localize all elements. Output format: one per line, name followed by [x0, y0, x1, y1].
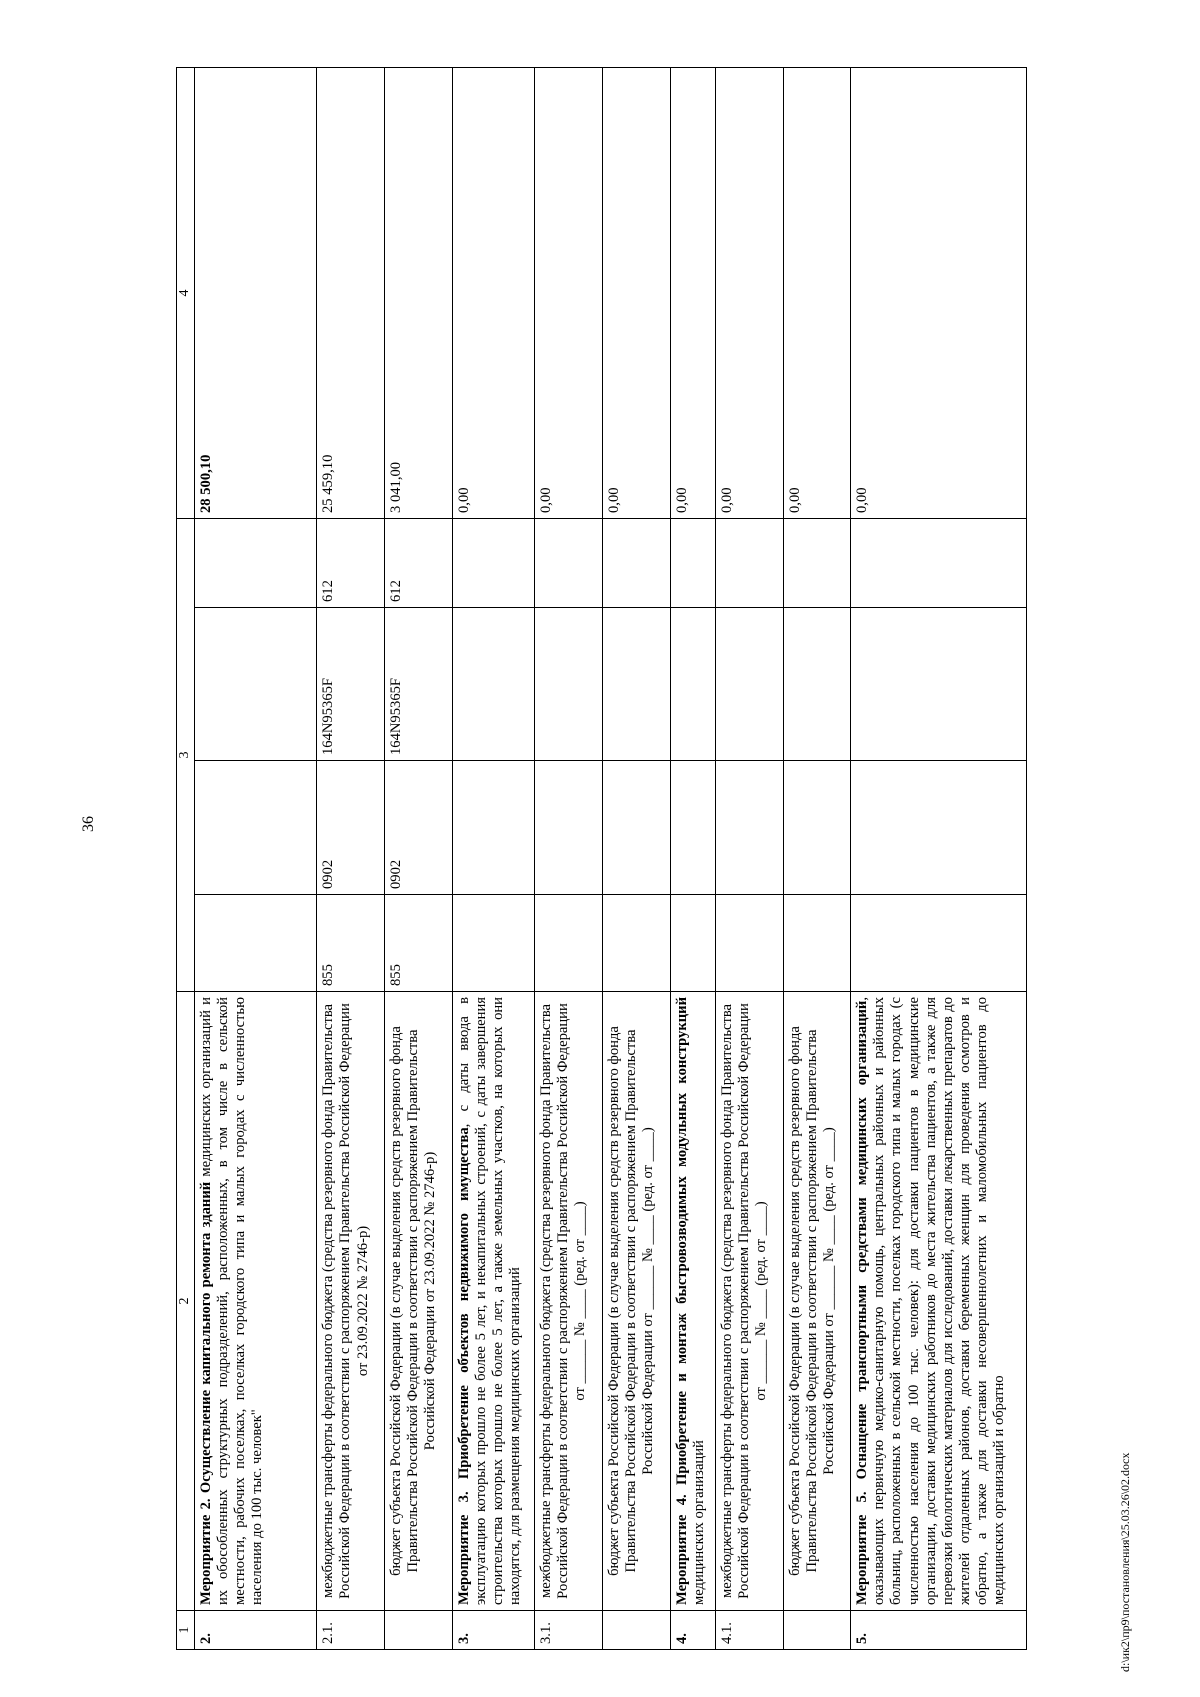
row-number: [385, 1611, 453, 1650]
amount: [715, 68, 783, 519]
row-description: [194, 992, 316, 1611]
code-ministry: [535, 895, 603, 992]
amount-text: 0,00: [786, 487, 803, 513]
row-number-text: 4.1.: [718, 1622, 735, 1644]
description-text: , с даты ввода в эксплуатацию которых прошло не более 5 лет, и некапитальных строений, с даты завершения строительства которых прошло не более 5 лет, а также земельных участков, на которых они находятся, для размещения медицинских организаций: [455, 996, 524, 1605]
code-section: [194, 761, 316, 895]
row-number: [317, 1611, 385, 1650]
code-target: [194, 608, 316, 761]
code-expense-type: [715, 519, 783, 608]
row-number-text: 5.: [854, 1633, 871, 1644]
row-number: [603, 1611, 671, 1650]
amount-text: 0,00: [854, 487, 871, 513]
code-expense-type: [452, 519, 534, 608]
code-target: [317, 608, 385, 761]
row-description: [603, 992, 671, 1611]
code-section-text: 0902: [388, 859, 405, 889]
page-number: 36: [80, 816, 97, 832]
table-row: [851, 68, 1027, 1650]
code-ministry: [452, 895, 534, 992]
row-description: [385, 992, 453, 1611]
amount-text: 0,00: [455, 487, 472, 513]
code-ministry: [851, 895, 1027, 992]
row-description: [783, 992, 851, 1611]
code-expense-type-text: 612: [320, 580, 337, 602]
description-text: бюджет субъекта Российской Федерации (в случае выделения средств резервного фонда Правительства Российской Федерации в соответствии с распоряжением Правительства Российской Федерации от ______ № ____ (ред. от ____): [786, 1026, 837, 1576]
row-number: [670, 1611, 715, 1650]
code-expense-type: [194, 519, 316, 608]
table-row: [385, 68, 453, 1650]
amount: [452, 68, 534, 519]
code-target: [452, 608, 534, 761]
row-description: [670, 992, 715, 1611]
table-row: [535, 68, 603, 1650]
code-expense-type: [851, 519, 1027, 608]
code-ministry: [385, 895, 453, 992]
description-text: медицинских организаций и их обособленных структурных подразделений, расположенных, в том числе в сельской местности, рабочих поселках, поселках городского типа и малых городах с численностью населения до 100 тыс. человек": [197, 997, 266, 1605]
table-header-row: [177, 68, 195, 1650]
description-bold: Мероприятие 3. Приобретение объектов недвижимого имущества: [455, 1127, 472, 1605]
description-bold: Мероприятие 4. Приобретение и монтаж быстровозводимых модульных конструкций: [673, 997, 690, 1605]
description-text: , оказывающих первичную медико-санитарную помощь, центральных районных и районных больниц, расположенных в сельской местности, поселках городского типа и малых городах (с численностью населения до 100 тыс. человек): для доставки пациентов в медицинские организации, доставки медицинских работников до места жительства пациентов, а также для перевозки биологических материалов для исследований, доставки лекарственных препаратов до жителей отдаленных районов, доставки беременных женщин для проведения осмотров и обратно, а также для доставки несовершеннолетних и маломобильных пациентов до медицинских организаций и обратно: [854, 997, 1007, 1605]
code-ministry: [603, 895, 671, 992]
code-expense-type-text: 612: [388, 580, 405, 602]
code-target: [851, 608, 1027, 761]
row-number: [535, 1611, 603, 1650]
row-description: [317, 992, 385, 1611]
amount: [783, 68, 851, 519]
row-description: [535, 992, 603, 1611]
code-section: [670, 761, 715, 895]
description-bold: Мероприятие 5. Оснащение транспортными средствами медицинских организаций: [854, 1000, 871, 1605]
code-expense-type: [670, 519, 715, 608]
row-number-text: 3.: [455, 1633, 472, 1644]
code-section: [535, 761, 603, 895]
amount-text: 0,00: [606, 487, 623, 513]
table-row: [670, 68, 715, 1650]
description-bold: Мероприятие 2. Осуществление капитального ремонта зданий: [197, 1181, 214, 1605]
header-col-1: 1: [177, 1611, 195, 1650]
amount: [535, 68, 603, 519]
code-ministry-text: 855: [388, 964, 405, 986]
amount: [194, 68, 316, 519]
footer-file-path: d:\ик2\пр9\постановления\25.03.26\02.docx: [1118, 1452, 1132, 1672]
code-target: [715, 608, 783, 761]
code-section: [851, 761, 1027, 895]
code-target-text: 164N95365F: [388, 677, 405, 755]
code-section: [603, 761, 671, 895]
table-row: [452, 68, 534, 1650]
code-ministry: [194, 895, 316, 992]
code-expense-type: [535, 519, 603, 608]
row-number-text: 2.1.: [320, 1622, 337, 1644]
code-expense-type: [603, 519, 671, 608]
code-section: [783, 761, 851, 895]
code-ministry: [715, 895, 783, 992]
amount-text: 3 041,00: [388, 461, 405, 513]
amount: [851, 68, 1027, 519]
row-description: [851, 992, 1027, 1611]
row-description: [452, 992, 534, 1611]
row-number: [194, 1611, 316, 1650]
code-target: [783, 608, 851, 761]
description-text: бюджет субъекта Российской Федерации (в случае выделения средств резервного фонда Правительства Российской Федерации в соответствии с распоряжением Правительства Российской Федерации от ______ № ____ (ред. от ____): [606, 1026, 657, 1576]
amount: [603, 68, 671, 519]
table-row: [317, 68, 385, 1650]
row-number: [715, 1611, 783, 1650]
header-col-4: 4: [177, 68, 195, 519]
code-section: [317, 761, 385, 895]
table-row: [194, 68, 316, 1650]
amount-text: 25 459,10: [320, 454, 337, 513]
code-ministry: [783, 895, 851, 992]
header-col-2: 2: [177, 992, 195, 1611]
code-ministry: [670, 895, 715, 992]
code-target: [535, 608, 603, 761]
amount: [670, 68, 715, 519]
code-target: [385, 608, 453, 761]
code-expense-type: [783, 519, 851, 608]
code-section: [385, 761, 453, 895]
budget-table-rotated: [176, 68, 1027, 1650]
description-text: межбюджетные трансферты федерального бюджета (средства резервного фонда Правительства Российской Федерации в соответствии с распоряжением Правительства Российской Федерации от ______ № ____ (ред. от ____): [718, 1003, 769, 1599]
code-target: [603, 608, 671, 761]
table-row: [783, 68, 851, 1650]
description-text: межбюджетные трансферты федерального бюджета (средства резервного фонда Правительства Российской Федерации в соответствии с распоряжением Правительства Российской Федерации от ______ № ____ (ред. от ____): [538, 1003, 589, 1599]
code-section-text: 0902: [320, 859, 337, 889]
amount-text: 0,00: [538, 487, 555, 513]
amount-text: 28 500,10: [197, 454, 214, 513]
code-ministry: [317, 895, 385, 992]
row-number-text: 2.: [197, 1633, 214, 1644]
code-section: [452, 761, 534, 895]
amount-text: 0,00: [718, 487, 735, 513]
code-ministry-text: 855: [320, 964, 337, 986]
code-expense-type: [385, 519, 453, 608]
amount: [385, 68, 453, 519]
header-col-3: 3: [177, 519, 195, 992]
code-expense-type: [317, 519, 385, 608]
row-number-text: 3.1.: [538, 1622, 555, 1644]
code-target-text: 164N95365F: [320, 677, 337, 755]
budget-table: [176, 67, 1027, 1650]
description-text: межбюджетные трансферты федерального бюджета (средства резервного фонда Правительства Российской Федерации в соответствии с распоряжением Правительства Российской Федерации от 23.09.2022 № 2746-р): [320, 1003, 371, 1599]
amount: [317, 68, 385, 519]
row-number: [783, 1611, 851, 1650]
description-text: бюджет субъекта Российской Федерации (в случае выделения средств резервного фонда Правительства Российской Федерации в соответствии с распоряжением Правительства Российской Федерации от 23.09.2022 № 2746-р): [388, 1026, 439, 1576]
row-number: [851, 1611, 1027, 1650]
table-row: [603, 68, 671, 1650]
description-text: медицинских организаций: [690, 1440, 707, 1605]
code-target: [670, 608, 715, 761]
row-description: [715, 992, 783, 1611]
row-number-text: 4.: [673, 1633, 690, 1644]
row-number: [452, 1611, 534, 1650]
amount-text: 0,00: [673, 487, 690, 513]
table-row: [715, 68, 783, 1650]
code-section: [715, 761, 783, 895]
